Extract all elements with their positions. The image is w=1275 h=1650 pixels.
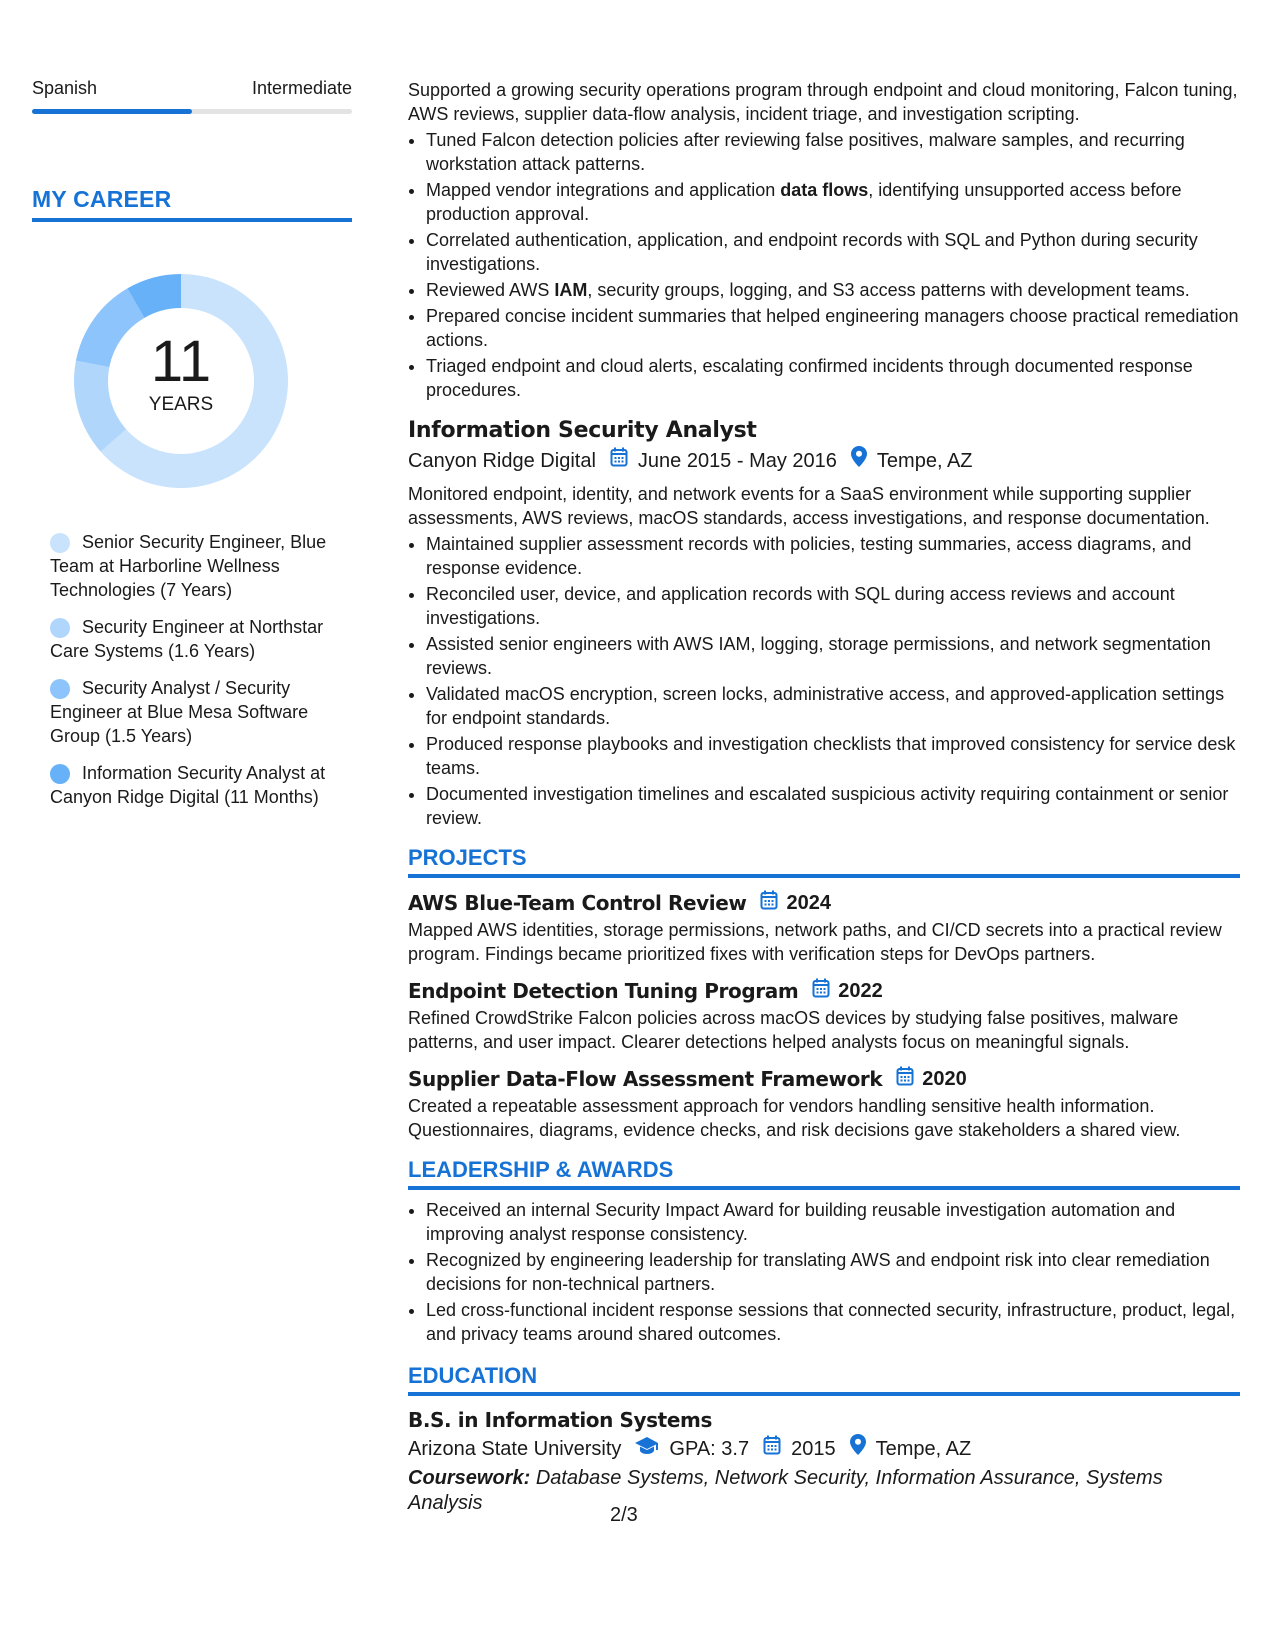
page-number: 2/3	[610, 1504, 638, 1526]
bullet-text: , security groups, logging, and S3 access patterns with development teams.	[587, 280, 1190, 300]
location-pin-icon	[850, 1434, 866, 1464]
bullet-item	[426, 278, 1240, 302]
main-content	[408, 78, 1240, 1516]
role-meta	[408, 446, 1240, 476]
bullet-item: • Documented investigation timelines and escalated suspicious activity requiring containment or senior review.	[426, 782, 1240, 830]
bullet-item: • Validated macOS encryption, screen locks, administrative access, and approved-application settings for endpoint standards.	[426, 682, 1240, 730]
project-title: AWS Blue-Team Control Review	[408, 891, 747, 915]
project-year: 2024	[786, 892, 831, 914]
leadership-bullets	[408, 1198, 1240, 1346]
role-bullets	[408, 532, 1240, 830]
calendar-icon	[760, 888, 778, 918]
bullet-bold-text: IAM	[554, 280, 588, 300]
bullet-text: Mapped vendor integrations and application	[426, 180, 781, 200]
bullet-item: • Led cross-functional incident response sessions that connected security, infrastructure, product, legal, and privacy teams around shared outcomes.	[426, 1298, 1240, 1346]
education-coursework	[408, 1466, 1240, 1516]
project-title: Endpoint Detection Tuning Program	[408, 979, 799, 1003]
legend-item	[50, 615, 352, 663]
coursework-label: Coursework:	[408, 1467, 531, 1489]
graduation-cap-icon	[635, 1434, 659, 1464]
role-title: Information Security Analyst	[408, 418, 757, 443]
projects-list	[408, 888, 1240, 1142]
legend-item	[50, 676, 352, 748]
bullet-item	[426, 304, 1240, 352]
project-year: 2022	[838, 980, 883, 1002]
language-proficiency-fill	[32, 109, 192, 114]
legend-item	[50, 530, 352, 602]
education-location: Tempe, AZ	[875, 1438, 972, 1460]
career-legend	[32, 530, 352, 809]
bullet-item: • Produced response playbooks and investigation checklists that improved consistency for service desk teams.	[426, 732, 1240, 780]
coursework-text: Database Systems, Network Security, Information Assurance, Systems Analysis	[408, 1467, 1163, 1514]
career-heading: MY CAREER	[32, 186, 352, 222]
project-title-row	[408, 976, 1240, 1006]
project-description: Refined CrowdStrike Falcon policies across macOS devices by studying false positives, malware patterns, and user impact. Clearer detections helped analysts focus on meaningful signals.	[408, 1008, 1179, 1052]
career-total-unit: YEARS	[148, 394, 214, 415]
bullet-item: • Assisted senior engineers with AWS IAM, logging, storage permissions, and network segmentation reviews.	[426, 632, 1240, 680]
legend-label: Information Security Analyst at Canyon Ridge Digital (11 Months)	[50, 763, 326, 807]
bullet-text: Triaged endpoint and cloud alerts, escalating confirmed incidents through documented response procedures.	[426, 356, 1193, 400]
legend-dot	[50, 679, 70, 699]
legend-dot	[50, 533, 70, 553]
education-year: 2015	[791, 1438, 836, 1460]
bullet-item: • Received an internal Security Impact Award for building reusable investigation automation and improving analyst response consistency.	[426, 1198, 1240, 1246]
legend-item	[50, 761, 352, 809]
bullet-item	[426, 128, 1240, 176]
bullet-text: Reviewed AWS	[426, 280, 555, 300]
bullet-item: • Maintained supplier assessment records with policies, testing summaries, access diagrams, and response evidence.	[426, 532, 1240, 580]
education-heading: EDUCATION	[408, 1364, 1240, 1396]
legend-dot	[50, 764, 70, 784]
project-description: Mapped AWS identities, storage permissions, network paths, and CI/CD secrets into a practical review program. Findings became prioritized fixes with verification steps for DevOps partners.	[408, 920, 1222, 964]
prev-role-summary: Supported a growing security operations program through endpoint and cloud monitoring, Falcon tuning, AWS reviews, supplier data-flow analysis, incident triage, and investigation scripting.	[408, 80, 1238, 124]
projects-heading: PROJECTS	[408, 846, 1240, 878]
education-school: Arizona State University	[408, 1438, 622, 1460]
prev-role-bullets	[408, 128, 1240, 402]
education-meta	[408, 1434, 1240, 1464]
bullet-text: Tuned Falcon detection policies after reviewing false positives, malware samples, and recurring workstation attack patterns.	[426, 130, 1185, 174]
bullet-item: • Recognized by engineering leadership for translating AWS and endpoint risk into clear remediation decisions for non-technical partners.	[426, 1248, 1240, 1296]
role-location: Tempe, AZ	[876, 450, 973, 472]
donut-center	[66, 329, 296, 416]
bullet-text: , identifying unsupported access before production approval.	[426, 180, 1182, 224]
language-row	[32, 78, 352, 99]
project-title-row	[408, 888, 1240, 918]
location-pin-icon	[851, 446, 867, 476]
project-year: 2020	[922, 1068, 967, 1090]
bullet-item: • Reconciled user, device, and application records with SQL during access reviews and account investigations.	[426, 582, 1240, 630]
language-level: Intermediate	[251, 78, 352, 98]
education-gpa: GPA: 3.7	[669, 1438, 750, 1460]
education-degree: B.S. in Information Systems	[408, 1408, 712, 1432]
bullet-text: Correlated authentication, application, and endpoint records with SQL and Python during security investigations.	[426, 230, 1198, 274]
role-summary: Monitored endpoint, identity, and network events for a SaaS environment while supporting supplier assessments, AWS reviews, macOS standards, access investigations, and response documentation.	[408, 484, 1210, 528]
leadership-heading: LEADERSHIP & AWARDS	[408, 1158, 1240, 1190]
legend-label: Senior Security Engineer, Blue Team at Harborline Wellness Technologies (7 Years)	[50, 532, 327, 600]
language-proficiency-bar	[32, 109, 352, 114]
project-description: Created a repeatable assessment approach for vendors handling sensitive health information. Questionnaires, diagrams, evidence checks, and risk decisions gave stakeholders a shared view.	[408, 1096, 1181, 1140]
project-title-row	[408, 1064, 1240, 1094]
bullet-text: Prepared concise incident summaries that helped engineering managers choose practical remediation actions.	[426, 306, 1239, 350]
career-donut-chart	[66, 266, 296, 496]
role-dates: June 2015 - May 2016	[637, 450, 837, 472]
calendar-icon	[812, 976, 830, 1006]
bullet-item	[426, 228, 1240, 276]
bullet-bold-text: data flows	[780, 180, 869, 200]
legend-label: Security Engineer at Northstar Care Systems (1.6 Years)	[50, 617, 324, 661]
language-name: Spanish	[32, 78, 98, 98]
career-total-number: 11	[150, 329, 212, 394]
legend-label: Security Analyst / Security Engineer at Blue Mesa Software Group (1.5 Years)	[50, 678, 309, 746]
calendar-icon	[763, 1434, 781, 1464]
legend-dot	[50, 618, 70, 638]
bullet-item	[426, 178, 1240, 226]
calendar-icon	[610, 446, 628, 476]
sidebar	[32, 78, 352, 822]
bullet-item	[426, 354, 1240, 402]
project-title: Supplier Data-Flow Assessment Framework	[408, 1067, 883, 1091]
calendar-icon	[896, 1064, 914, 1094]
role-company: Canyon Ridge Digital	[408, 450, 596, 472]
